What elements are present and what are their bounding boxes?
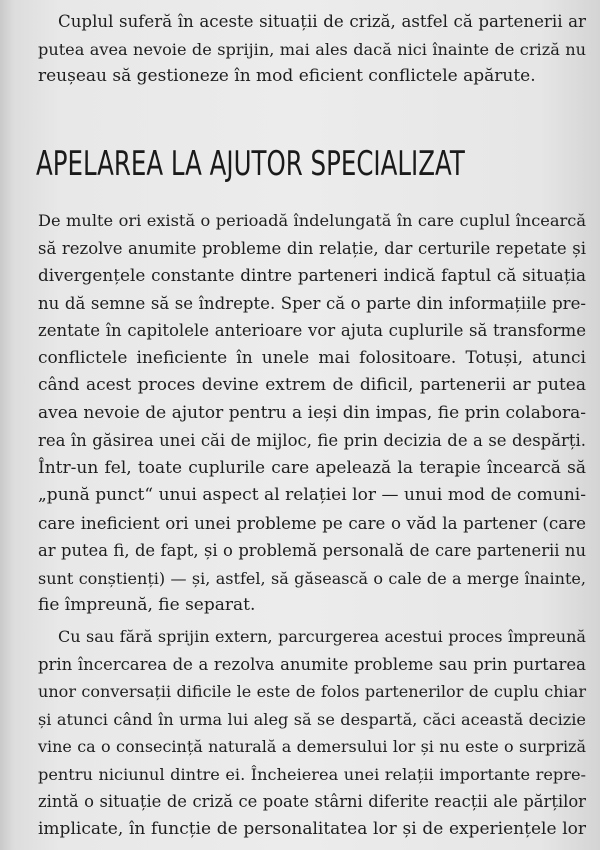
text-line: avea nevoie de ajutor pentru a ieși din impas, fie prin colabora- [38,402,586,423]
text-line: când acest proces devine extrem de dificil, partenerii ar putea [38,375,586,395]
section-heading: APELAREA LA AJUTOR SPECIALIZAT [36,144,465,184]
paragraph-body-2 [38,623,586,843]
text-line: reușeau să gestioneze în mod eficient conflictele apărute. [38,66,536,86]
text-line: care ineficient ori unei probleme pe care o văd la partener (care [38,513,586,533]
text-line: prin încercarea de a rezolva anumite probleme sau prin purtarea [38,654,586,674]
text-line: zentate în capitolele anterioare vor ajuta cuplurile să transforme [38,321,586,340]
text-line: Cuplul suferă în aceste situații de criză, astfel că partenerii ar [58,12,586,31]
text-line: divergențele constante dintre parteneri indică faptul că situația [38,265,586,285]
text-line: Cu sau fără sprijin extern, parcurgerea acestui proces împreună [58,627,586,646]
text-line: nu dă semne să se îndrepte. Sper că o parte din informațiile pre- [38,293,586,313]
text-line: rea în găsirea unei căi de mijloc, fie prin decizia de a se despărți. [38,431,586,450]
text-line: conflictele ineficiente în unele mai folositoare. Totuși, atunci [38,347,586,368]
text-line: pentru niciunul dintre ei. Încheierea unei relații importante repre- [38,764,586,784]
text-line: zintă o situație de criză ce poate stârni diferite reacții ale părților [38,792,586,811]
text-line: să rezolve anumite probleme din relație, dar certurile repetate și [38,238,586,258]
paragraph-body-1 [38,207,586,620]
text-line: putea avea nevoie de sprijin, mai ales dacă nici înainte de criză nu [38,39,586,59]
text-line: vine ca o consecință naturală a demersului lor și nu este o surpriză [38,737,586,756]
text-line: fie împreună, fie separat. [38,595,256,615]
text-line: sunt conștienți) — și, astfel, să găsească o cale de a merge înainte, [38,568,586,588]
text-line: „pună punct“ unui aspect al relației lor — unui mod de comuni- [38,485,586,505]
text-line: unor conversații dificile le este de folos partenerilor de cuplu chiar [38,682,586,701]
text-line: ar putea fi, de fapt, și o problemă personală de care partenerii nu [38,541,586,560]
text-line: Într-un fel, toate cuplurile care apelează la terapie încearcă să [38,457,586,478]
text-line: și atunci când în urma lui aleg să se despartă, căci această decizie [38,709,586,729]
text-line: implicate, în funcție de personalitatea lor și de experiențele lor [38,818,586,839]
paragraph-intro [38,8,586,91]
text-line: De multe ori există o perioadă îndelungată în care cuplul încearcă [38,211,586,230]
